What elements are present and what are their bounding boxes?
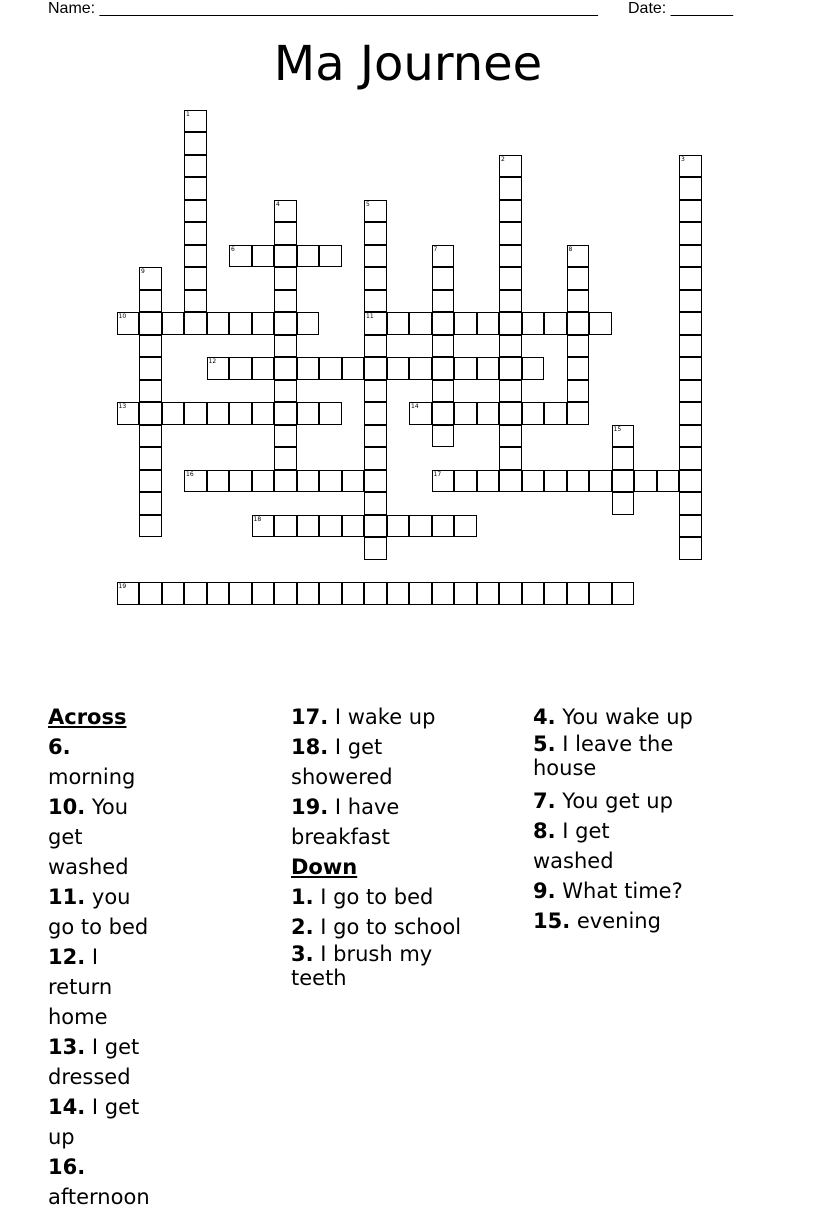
grid-cell[interactable] [252,582,275,605]
grid-cell[interactable] [567,470,590,493]
grid-cell[interactable] [162,582,185,605]
grid-cell[interactable] [364,447,387,470]
grid-cell[interactable] [432,335,455,358]
grid-cell[interactable] [679,177,702,200]
grid-cell[interactable] [432,582,455,605]
grid-cell[interactable] [499,267,522,290]
grid-cell[interactable] [432,290,455,313]
grid-cell[interactable] [679,515,702,538]
grid-cell[interactable] [432,312,455,335]
grid-cell[interactable] [364,537,387,560]
grid-cell[interactable] [184,200,207,223]
grid-cell[interactable] [499,447,522,470]
grid-cell[interactable] [184,582,207,605]
grid-number: 14 [411,403,419,410]
grid-cell[interactable] [252,357,275,380]
grid-number: 2 [501,155,505,163]
grid-cell[interactable] [364,380,387,403]
grid-number: 19 [118,583,127,590]
grid-cell[interactable] [499,177,522,200]
grid-cell[interactable] [274,335,297,358]
grid-cell[interactable] [274,290,297,313]
grid-cell[interactable] [657,470,680,493]
clue-across-13: 13. I get dressed [48,1035,140,1089]
grid-cell[interactable] [274,425,297,448]
clue-down-2: 2. I go to school [291,915,462,939]
grid-cell[interactable] [184,222,207,245]
grid-number: 15 [613,425,622,433]
clue-down-15: 15. evening [533,909,661,933]
grid-cell[interactable] [432,402,455,425]
grid-cell[interactable] [454,582,477,605]
grid-number: 11 [366,313,374,320]
grid-cell[interactable] [297,357,320,380]
grid-cell[interactable] [297,245,320,268]
grid-cell[interactable] [499,425,522,448]
clues-column-1 [48,702,150,1212]
grid-cell[interactable] [274,312,297,335]
grid-cell[interactable] [139,357,162,380]
grid-cell[interactable] [229,470,252,493]
grid-cell[interactable] [319,515,342,538]
grid-cell[interactable] [364,425,387,448]
grid-cell[interactable] [364,470,387,493]
grid-cell[interactable] [342,357,365,380]
grid-cell[interactable] [162,312,185,335]
grid-cell[interactable] [679,312,702,335]
grid-number: 8 [568,245,573,253]
grid-cell[interactable] [612,447,635,470]
grid-cell[interactable] [184,290,207,313]
grid-cell[interactable] [184,312,207,335]
grid-cell[interactable] [679,537,702,560]
grid-cell[interactable] [454,402,477,425]
grid-cell[interactable] [589,582,612,605]
grid-number: 4 [276,200,280,208]
grid-cell[interactable] [387,357,410,380]
grid-number: 18 [253,515,262,523]
grid-cell[interactable] [274,447,297,470]
grid-cell[interactable] [499,402,522,425]
grid-cell[interactable] [454,312,477,335]
grid-cell[interactable] [274,515,297,538]
grid-cell[interactable] [274,470,297,493]
grid-cell[interactable] [544,312,567,335]
grid-cell[interactable] [342,582,365,605]
grid-cell[interactable] [184,132,207,155]
clue-down-1: 1. I go to bed [291,885,434,909]
clue-across-11: 11. you go to bed [48,885,149,939]
grid-cell[interactable] [274,582,297,605]
name-field-label: Name: ________________________________________________________ [48,0,598,17]
grid-cell[interactable] [207,312,230,335]
grid-cell[interactable] [319,357,342,380]
clue-down-5: 5. I leave the house [533,732,674,780]
grid-cell[interactable] [432,515,455,538]
grid-cell[interactable] [567,357,590,380]
grid-cell[interactable] [454,357,477,380]
grid-cell[interactable] [387,582,410,605]
clue-across-19: 19. I have breakfast [291,795,400,849]
grid-cell[interactable] [409,582,432,605]
grid-cell[interactable] [454,470,477,493]
grid-cell[interactable] [364,222,387,245]
grid-cell[interactable] [432,425,455,448]
grid-cell[interactable] [612,492,635,515]
grid-cell[interactable] [274,402,297,425]
grid-cell[interactable] [679,267,702,290]
date-field-label: Date: _______ [628,0,733,17]
grid-cell[interactable] [184,245,207,268]
grid-cell[interactable] [364,267,387,290]
grid-cell[interactable] [342,515,365,538]
grid-cell[interactable] [274,222,297,245]
grid-cell[interactable] [229,312,252,335]
grid-cell[interactable] [499,200,522,223]
grid-cell[interactable] [522,357,545,380]
clues-column-3 [533,702,693,936]
grid-cell[interactable] [499,470,522,493]
grid-cell[interactable] [499,357,522,380]
grid-cell[interactable] [679,222,702,245]
grid-cell[interactable] [252,245,275,268]
grid-cell[interactable] [139,447,162,470]
grid-cell[interactable] [477,312,500,335]
grid-cell[interactable] [297,515,320,538]
grid-cell[interactable] [207,470,230,493]
grid-cell[interactable] [319,402,342,425]
grid-cell[interactable] [139,582,162,605]
clue-down-7: 7. You get up [533,789,673,813]
clue-down-9: 9. What time? [533,879,683,903]
grid-cell[interactable] [679,200,702,223]
grid-cell[interactable] [567,335,590,358]
grid-cell[interactable] [499,245,522,268]
grid-cell[interactable] [477,582,500,605]
grid-cell[interactable] [364,402,387,425]
grid-cell[interactable] [184,177,207,200]
grid-number: 13 [118,403,127,410]
grid-cell[interactable] [544,402,567,425]
grid-cell[interactable] [229,402,252,425]
grid-cell[interactable] [184,267,207,290]
clue-across-6: 6. morning [48,735,136,789]
clues-column-2 [291,702,481,996]
grid-cell[interactable] [297,402,320,425]
grid-cell[interactable] [432,267,455,290]
grid-cell[interactable] [387,515,410,538]
grid-cell[interactable] [139,312,162,335]
grid-cell[interactable] [432,380,455,403]
grid-cell[interactable] [499,312,522,335]
grid-cell[interactable] [364,582,387,605]
clue-across-10: 10. You get washed [48,795,129,879]
grid-cell[interactable] [679,335,702,358]
grid-cell[interactable] [567,290,590,313]
grid-cell[interactable] [477,402,500,425]
grid-cell[interactable] [454,515,477,538]
grid-cell[interactable] [364,335,387,358]
grid-cell[interactable] [679,357,702,380]
grid-cell[interactable] [567,312,590,335]
grid-cell[interactable] [567,402,590,425]
clue-across-16: 16. afternoon [48,1155,150,1209]
grid-cell[interactable] [567,267,590,290]
grid-cell[interactable] [319,582,342,605]
grid-cell[interactable] [679,470,702,493]
grid-cell[interactable] [567,582,590,605]
grid-cell[interactable] [679,402,702,425]
grid-cell[interactable] [319,470,342,493]
grid-cell[interactable] [679,245,702,268]
grid-number: 17 [433,470,442,478]
grid-number: 10 [118,313,127,320]
grid-number: 5 [366,200,370,208]
grid-cell[interactable] [612,582,635,605]
grid-cell[interactable] [297,312,320,335]
grid-cell[interactable] [252,402,275,425]
grid-cell[interactable] [364,357,387,380]
clue-down-8: 8. I get washed [533,819,614,873]
grid-cell[interactable] [522,470,545,493]
clue-across-14: 14. I get up [48,1095,140,1149]
grid-cell[interactable] [567,380,590,403]
grid-cell[interactable] [364,515,387,538]
page-title: Ma Journee [273,36,543,92]
grid-cell[interactable] [499,380,522,403]
grid-cell[interactable] [409,357,432,380]
grid-cell[interactable] [522,582,545,605]
grid-cell[interactable] [274,357,297,380]
grid-cell[interactable] [544,470,567,493]
grid-cell[interactable] [409,515,432,538]
grid-number: 16 [186,470,194,478]
grid-cell[interactable] [184,402,207,425]
clue-down-4: 4. You wake up [533,705,693,729]
grid-cell[interactable] [634,470,657,493]
down-heading: Down [291,855,358,879]
grid-cell[interactable] [229,357,252,380]
grid-cell[interactable] [297,470,320,493]
grid-cell[interactable] [139,402,162,425]
grid-cell[interactable] [679,492,702,515]
clue-across-12: 12. I return home [48,945,113,1029]
grid-number: 1 [186,110,190,118]
grid-cell[interactable] [364,290,387,313]
grid-cell[interactable] [274,380,297,403]
grid-cell[interactable] [162,402,185,425]
grid-cell[interactable] [499,582,522,605]
grid-cell[interactable] [679,447,702,470]
grid-cell[interactable] [522,312,545,335]
grid-cell[interactable] [544,582,567,605]
grid-cell[interactable] [612,470,635,493]
grid-cell[interactable] [387,312,410,335]
grid-cell[interactable] [207,402,230,425]
grid-cell[interactable] [589,312,612,335]
grid-number: 7 [433,245,438,253]
grid-cell[interactable] [679,380,702,403]
across-heading: Across [48,705,127,729]
grid-cell[interactable] [274,245,297,268]
grid-cell[interactable] [679,290,702,313]
grid-cell[interactable] [342,470,365,493]
grid-number: 12 [208,358,217,365]
grid-cell[interactable] [679,425,702,448]
grid-cell[interactable] [409,312,432,335]
grid-cell[interactable] [252,470,275,493]
grid-cell[interactable] [499,290,522,313]
clue-across-18: 18. I get showered [291,735,393,789]
grid-cell[interactable] [139,290,162,313]
grid-cell[interactable] [139,515,162,538]
grid-cell[interactable] [139,470,162,493]
grid-cell[interactable] [139,380,162,403]
grid-cell[interactable] [207,582,230,605]
grid-number: 9 [141,268,145,275]
grid-cell[interactable] [139,335,162,358]
grid-cell[interactable] [139,492,162,515]
grid-number: 3 [681,155,685,163]
clue-down-3: 3. I brush my teeth [291,942,433,990]
grid-cell[interactable] [477,470,500,493]
grid-cell[interactable] [522,402,545,425]
grid-cell[interactable] [297,582,320,605]
grid-cell[interactable] [499,335,522,358]
grid-cell[interactable] [139,425,162,448]
grid-cell[interactable] [432,357,455,380]
clue-across-17: 17. I wake up [291,705,436,729]
grid-cell[interactable] [589,470,612,493]
grid-cell[interactable] [184,155,207,178]
grid-cell[interactable] [364,492,387,515]
grid-cell[interactable] [274,267,297,290]
grid-cell[interactable] [499,222,522,245]
grid-cell[interactable] [364,245,387,268]
grid-cell[interactable] [319,245,342,268]
grid-cell[interactable] [477,357,500,380]
grid-number: 6 [231,245,235,253]
grid-cell[interactable] [252,312,275,335]
grid-cell[interactable] [229,582,252,605]
